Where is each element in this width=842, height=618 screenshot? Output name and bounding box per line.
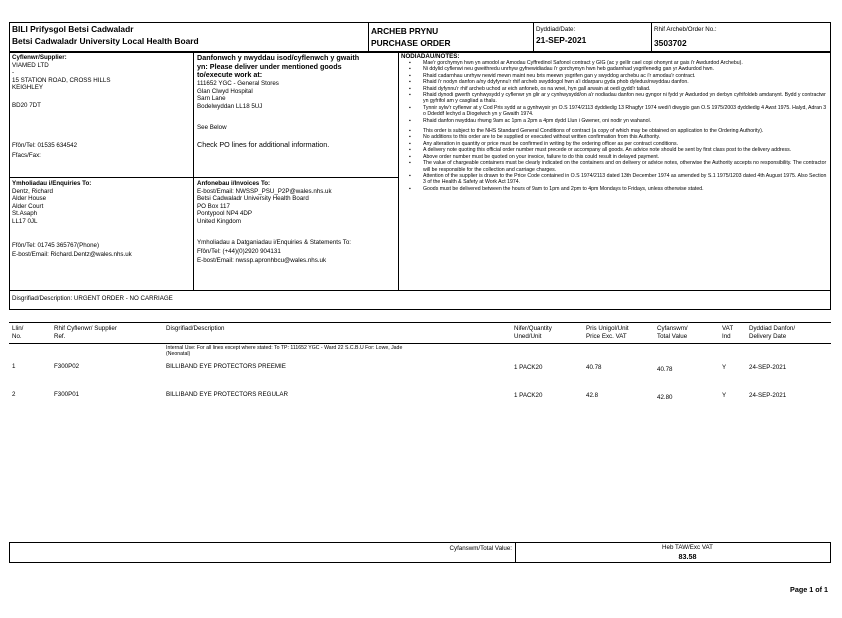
supplier-line: VIAMED LTD xyxy=(12,61,49,69)
note-item: ▪ Rhaid i'r nodyn danfon a/ny ddyfynnu'r rhif archeb swyddogol hwn a'i ddarparu gyda phob dyledus/nwyddau danfon. xyxy=(401,79,827,85)
supplier-phone: Ffôn/Tel: 01535 634542 xyxy=(12,142,78,149)
col-header-total: Cyfanswm/ Total Value xyxy=(657,325,688,340)
statements-email: E-bost/Email: nwssp.apronhbcu@wales.nhs.uk xyxy=(197,257,327,264)
date-label: Dyddiad/Date: xyxy=(536,26,576,33)
note-item: ▪ No additions to this order are to be supplied or executed without written confirmation from this Authority. xyxy=(401,134,827,140)
statements-phone: Ffôn/Tel: (+44)(0)2920 904131 xyxy=(197,248,281,255)
invoices-line: Betsi Cadwaladr University Health Board xyxy=(197,195,309,203)
note-item: ▪ Tynnir sylw'r cyflenwr at y Cod Pris sydd ar a gynhwysir yn O.S 1974/2113 dyddiedig 13 Rhagfyr 1974 wedi'i diwygio gan O.S 1975/2003 dyddiedig 4 Awst 1975. Halyd, Adran 3 o Ddeddf Iechyd a Diogelwch yn y Gwaith 1974. xyxy=(401,105,827,118)
doc-type-english: PURCHASE ORDER xyxy=(371,38,451,48)
row-unit: 1 PACK20 xyxy=(514,364,543,371)
see-below-note: See Below xyxy=(197,124,227,131)
note-item: ▪ Goods must be delivered between the hours of 9am to 1pm and 2pm to 4pm Mondays to Fridays, unless otherwise stated. xyxy=(401,186,827,192)
row-delivery-date: 24-SEP-2021 xyxy=(749,392,787,399)
exc-vat-label: Heb TAW/Exc VAT xyxy=(662,544,713,551)
row-line-no: 2 xyxy=(12,391,16,398)
enquiries-block xyxy=(12,180,190,226)
order-description: Disgrifiad/Description: URGENT ORDER - NO CARRIAGE xyxy=(12,295,173,302)
invoices-line: PO Box 117 xyxy=(197,202,230,210)
row-delivery-date: 24-SEP-2021 xyxy=(749,364,787,371)
total-value: 83.58 xyxy=(678,552,697,561)
table-row xyxy=(0,391,842,401)
invoices-block xyxy=(197,180,395,226)
note-item: ▪ Attention of the supplier is drawn to the Price Code contained in O.S 1974/2113 dated 13th December 1974 as amended by S.1 1975/1203 dated 4th August 1975. Also Section 3 of the Health & Safety at Work Act 1974. xyxy=(401,173,827,186)
org-name-english: Betsi Cadwaladr University Local Health Board xyxy=(12,36,199,46)
row-description: BILLIBAND EYE PROTECTORS PREEMIE xyxy=(166,363,286,370)
supplier-label: Cyflenwr/Supplier: xyxy=(12,54,67,61)
col-header-description: Disgrifiad/Description xyxy=(166,325,225,332)
col-header-price: Pris Unigol/Unit Price Exc. VAT xyxy=(586,325,629,340)
supplier-line: BD20 7DT xyxy=(12,101,41,109)
row-description: BILLIBAND EYE PROTECTORS REGULAR xyxy=(166,391,288,398)
invoices-label: Anfonebau i/Invoices To: xyxy=(197,180,271,187)
enquiries-line: Alder House xyxy=(12,195,47,203)
enquiries-line: LL17 0JL xyxy=(12,217,38,225)
col-header-line: Llin/ No. xyxy=(12,325,24,340)
doc-type-welsh: ARCHEB PRYNU xyxy=(371,26,439,36)
internal-use-note: Internal Use: For all lines except where stated: To TP: 111652 YGC - Ward 22 S.C.B.U For: Lowe, Jade (Neonatal) xyxy=(166,345,403,358)
order-number: 3503702 xyxy=(654,38,687,48)
row-supplier-ref: F300P02 xyxy=(54,363,80,370)
enquiries-label: Ymholiadau i/Enquiries To: xyxy=(12,180,92,187)
row-total: 40.78 xyxy=(657,366,673,373)
supplier-line: - xyxy=(12,69,15,77)
supplier-line: KEIGHLEY xyxy=(12,84,43,92)
note-item: ▪ This order is subject to the NHS Standard General Conditions of contract (a copy of which may be obtained on application to the Ordering Authority). xyxy=(401,128,827,134)
note-item: ▪ The value of chargeable containers must be clearly indicated on the containers and on delivery or advice notes, otherwise the Authority accepts no responsibility. The contractor will be responsible for the collection and carriage charges. xyxy=(401,160,827,173)
row-total: 42.80 xyxy=(657,394,673,401)
note-item: ▪ Rhaid dyfynnu'r rhif archeb uchod ar eich anfoneb, os na wnei, hyn gall arwain at oedi gydd'r taliad. xyxy=(401,86,827,92)
row-unit: 1 PACK20 xyxy=(514,392,543,399)
check-lines-note: Check PO lines for additional information. xyxy=(197,140,330,149)
row-unit-price: 42.8 xyxy=(586,392,599,399)
page-number: Page 1 of 1 xyxy=(790,585,828,594)
enquiries-line: Alder Court xyxy=(12,202,44,210)
note-item: ▪ Ni ddylid cyflenwi neu gweithredu unrhyw gyfnewidiadau i'r gorchymyn hwn heb gadarnhad ysgrifenedig gan yr Awdurdod hwn. xyxy=(401,66,827,72)
note-item: ▪ A delivery note quoting this official order number must precede or accompany all goods. An advice note should be sent by first class post to the delivery address. xyxy=(401,147,827,153)
supplier-line xyxy=(12,92,190,102)
row-supplier-ref: F300P01 xyxy=(54,391,80,398)
notes-block xyxy=(401,60,827,192)
col-header-vat: VAT Ind xyxy=(722,325,734,340)
note-item: ▪ Above order number must be quoted on your invoice, failure to do this could result in delayed payment. xyxy=(401,154,827,160)
note-item: ▪ Rhaid cadarnhau unrhyw newid mewn maint neu bris meewn ysgrifen gan y swyddog archebu ac i'r amodau'r contract. xyxy=(401,73,827,79)
table-row xyxy=(0,363,842,373)
order-number-label: Rhif Archeb/Order No.: xyxy=(654,26,717,33)
row-vat: Y xyxy=(722,392,727,399)
col-header-supplier-ref: Rhif Cyflenwr/ Supplier Ref. xyxy=(54,325,117,340)
invoices-line: Pontypool NP4 4DP xyxy=(197,210,253,218)
invoices-line: E-bost/Email: NWSSP_PSU_P2P@wales.nhs.uk xyxy=(197,187,332,195)
note-item: ▪ Rhaid danfon nwyddau rhwng 9am ac 1pm a 2pm a 4pm dydd Llun i Gwener, oni nodir yn wahanol. xyxy=(401,118,827,124)
enquiries-email: E-bost/Email: Richard.Dentz@wales.nhs.uk xyxy=(12,251,132,258)
col-header-delivery-date: Dyddiad Danfon/ Delivery Date xyxy=(749,325,796,340)
statements-label: Ymholiadau a Datganiadau i/Enquiries & Statements To: xyxy=(197,239,351,246)
row-unit-price: 40.78 xyxy=(586,364,602,371)
enquiries-phone: Ffôn/Tel: 01745 365767(Phone) xyxy=(12,242,100,249)
supplier-block xyxy=(12,54,190,110)
notes-label: NODIADAU/NOTES: xyxy=(401,53,460,60)
delivery-heading: Danfonwch y nwyddau isod/cyflenwch y gwaith yn: Please deliver under mentioned goods to/execute work at: xyxy=(197,53,360,80)
total-label: Cyfanswm/Total Value: xyxy=(449,545,512,552)
note-item: ▪ Rhaid dynodi gwerth cynhwysydd y cyflenwr yn glir ar y cynhwysydd/on a'r nodiadau danfon neu gyngor ni fydd yr Awdurdod yn derbyn cyfrifoldeb amdanynt. Bydd y contractwr yn gyfrifol am y casgliad a thalu. xyxy=(401,92,827,105)
delivery-address: 111652 YGC - General Stores Glan Clwyd Hospital Sarn Lane Bodelwyddan LL18 5UJ xyxy=(197,80,279,110)
row-line-no: 1 xyxy=(12,363,16,370)
org-name-welsh: BILI Prifysgol Betsi Cadwaladr xyxy=(12,24,134,34)
order-date: 21-SEP-2021 xyxy=(536,35,587,45)
supplier-fax: Ffacs/Fax: xyxy=(12,152,41,159)
note-item: ▪ Any alteration in quantity or price must be confirmed in writing by the ordering officer as per contract conditions. xyxy=(401,141,827,147)
invoices-line: United Kingdom xyxy=(197,217,242,225)
enquiries-line: Dentz, Richard xyxy=(12,187,53,195)
supplier-line: 15 STATION ROAD, CROSS HILLS xyxy=(12,76,111,84)
row-vat: Y xyxy=(722,364,727,371)
col-header-unit: Nifer/Quantity Uned/Unit xyxy=(514,325,552,340)
note-item: ▪ Mae'r gorchymyn hwn yn amodol ar Amodau Cyffredinol Safonol contract y GIG (ac y gellir cael copi ohonynt ar gais i'r Awdurdod Archebu). xyxy=(401,60,827,66)
enquiries-line: St.Asaph xyxy=(12,210,38,218)
